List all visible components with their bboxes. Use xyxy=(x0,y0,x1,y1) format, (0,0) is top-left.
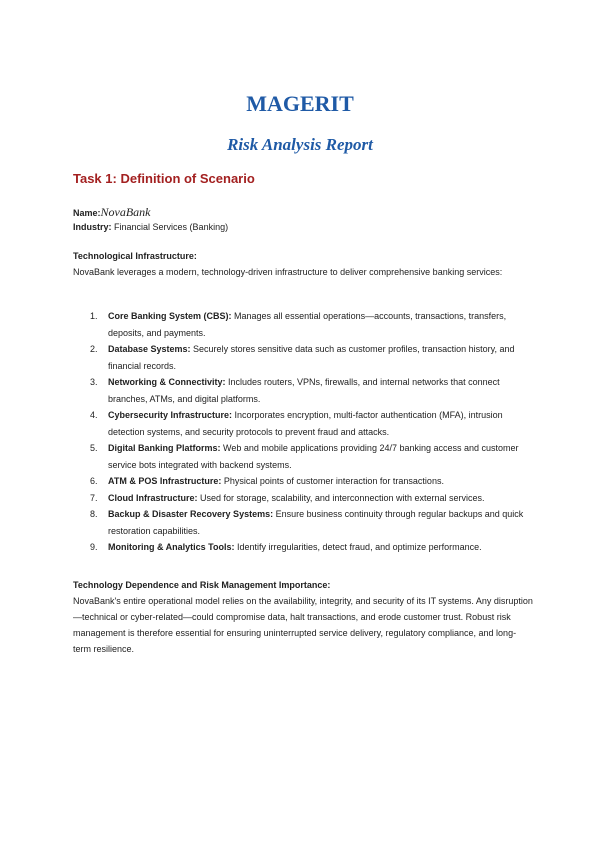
list-item xyxy=(90,506,533,539)
document-subtitle: Risk Analysis Report xyxy=(227,135,373,154)
item-name: Networking & Connectivity: xyxy=(108,377,226,387)
item-description: Identify irregularities, detect fraud, and optimize performance. xyxy=(234,542,482,552)
item-description: Ensure business continuity through regular backups and quick restoration capabilities. xyxy=(108,509,524,536)
document-title: MAGERIT xyxy=(246,91,354,116)
list-item xyxy=(90,308,533,341)
item-name: Monitoring & Analytics Tools: xyxy=(108,542,235,552)
infrastructure-intro: NovaBank leverages a modern, technology-driven infrastructure to deliver comprehensive banking services: xyxy=(73,267,503,277)
item-name: Digital Banking Platforms: xyxy=(108,443,221,453)
dependence-heading: Technology Dependence and Risk Management Importance: xyxy=(73,580,331,590)
components-list xyxy=(90,308,533,556)
item-number: 1. xyxy=(90,311,98,321)
item-number: 8. xyxy=(90,509,98,519)
industry-value: Financial Services (Banking) xyxy=(114,222,229,232)
list-item xyxy=(90,473,533,490)
item-number: 9. xyxy=(90,542,98,552)
item-description: Securely stores sensitive data such as customer profiles, transaction history, and financial records. xyxy=(108,344,515,371)
industry-line xyxy=(73,221,228,234)
item-description: Used for storage, scalability, and interconnection with external services. xyxy=(197,492,485,503)
item-name: Cloud Infrastructure: xyxy=(108,492,198,503)
item-name: ATM & POS Infrastructure: xyxy=(108,476,222,486)
item-description: Incorporates encryption, multi-factor authentication (MFA), intrusion detection systems, and security protocols to prevent fraud and attacks. xyxy=(108,410,503,437)
item-description: Physical points of customer interaction for transactions. xyxy=(221,476,444,486)
item-name: Cybersecurity Infrastructure: xyxy=(108,410,233,420)
infrastructure-heading: Technological Infrastructure: xyxy=(73,251,197,261)
item-description: Manages all essential operations—accounts, transactions, transfers, deposits, and payments. xyxy=(108,311,507,338)
list-item xyxy=(90,374,533,407)
item-number: 6. xyxy=(90,476,98,486)
name-value: NovaBank xyxy=(100,205,151,219)
item-number: 7. xyxy=(90,492,98,503)
industry-label: Industry: xyxy=(73,222,112,232)
task-heading: Task 1: Definition of Scenario xyxy=(73,171,255,186)
list-item xyxy=(90,440,533,473)
list-item xyxy=(90,407,533,440)
item-name: Core Banking System (CBS): xyxy=(108,311,232,321)
list-item xyxy=(90,490,533,507)
name-label: Name: xyxy=(73,208,101,218)
item-name: Database Systems: xyxy=(108,344,191,354)
item-number: 5. xyxy=(90,443,98,453)
item-description: Includes routers, VPNs, firewalls, and internal networks that connect branches, ATMs, and digital platforms. xyxy=(108,377,500,404)
list-item xyxy=(90,341,533,374)
item-description: Web and mobile applications providing 24/7 banking access and customer service bots integrated with backend systems. xyxy=(108,443,519,470)
item-number: 3. xyxy=(90,377,98,387)
item-number: 4. xyxy=(90,410,98,420)
list-item xyxy=(90,539,533,556)
item-name: Backup & Disaster Recovery Systems: xyxy=(108,509,274,519)
dependence-text: NovaBank's entire operational model relies on the availability, integrity, and security of its IT systems. Any disruption—technical or cyber-related—could compromise data, halt transactions, and erode customer trust. Robust risk management is therefore essential for ensuring uninterrupted service delivery, regulatory compliance, and long-term resilience. xyxy=(73,596,533,654)
item-number: 2. xyxy=(90,344,98,354)
name-line xyxy=(73,206,151,220)
